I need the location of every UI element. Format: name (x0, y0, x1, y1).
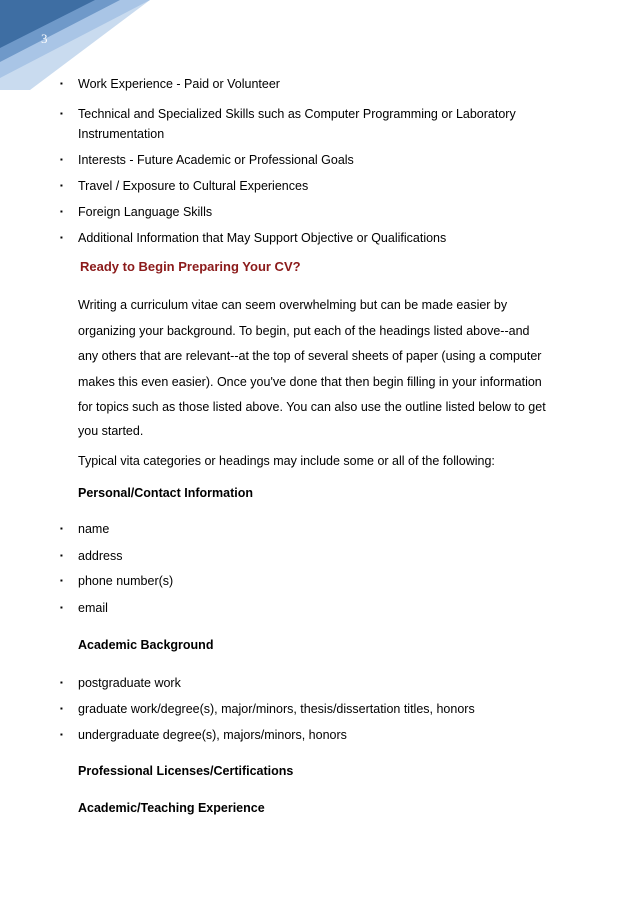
page-number: 3 (41, 31, 48, 46)
subheading: Academic/Teaching Experience (78, 801, 265, 815)
subheading: Academic Background (78, 638, 214, 652)
paragraph-line: for topics such as those listed above. You can also use the outline listed below to get (78, 400, 546, 414)
list-item-continuation: Instrumentation (78, 127, 165, 141)
paragraph-line: Typical vita categories or headings may include some or all of the following: (78, 454, 495, 468)
subheading: Personal/Contact Information (78, 486, 254, 500)
section-heading: Ready to Begin Preparing Your CV? (80, 259, 301, 274)
paragraph-line: makes this even easier). Once you've done that then begin filling in your information (78, 375, 542, 389)
paragraph-line: you started. (78, 424, 144, 438)
paragraph-line: organizing your background. To begin, put each of the headings listed above--and (78, 324, 530, 338)
paragraph-line: any others that are relevant--at the top of several sheets of paper (using a computer (78, 349, 542, 363)
subheading: Professional Licenses/Certifications (78, 764, 294, 778)
paragraph-line: Writing a curriculum vitae can seem overwhelming but can be made easier by (78, 298, 508, 312)
